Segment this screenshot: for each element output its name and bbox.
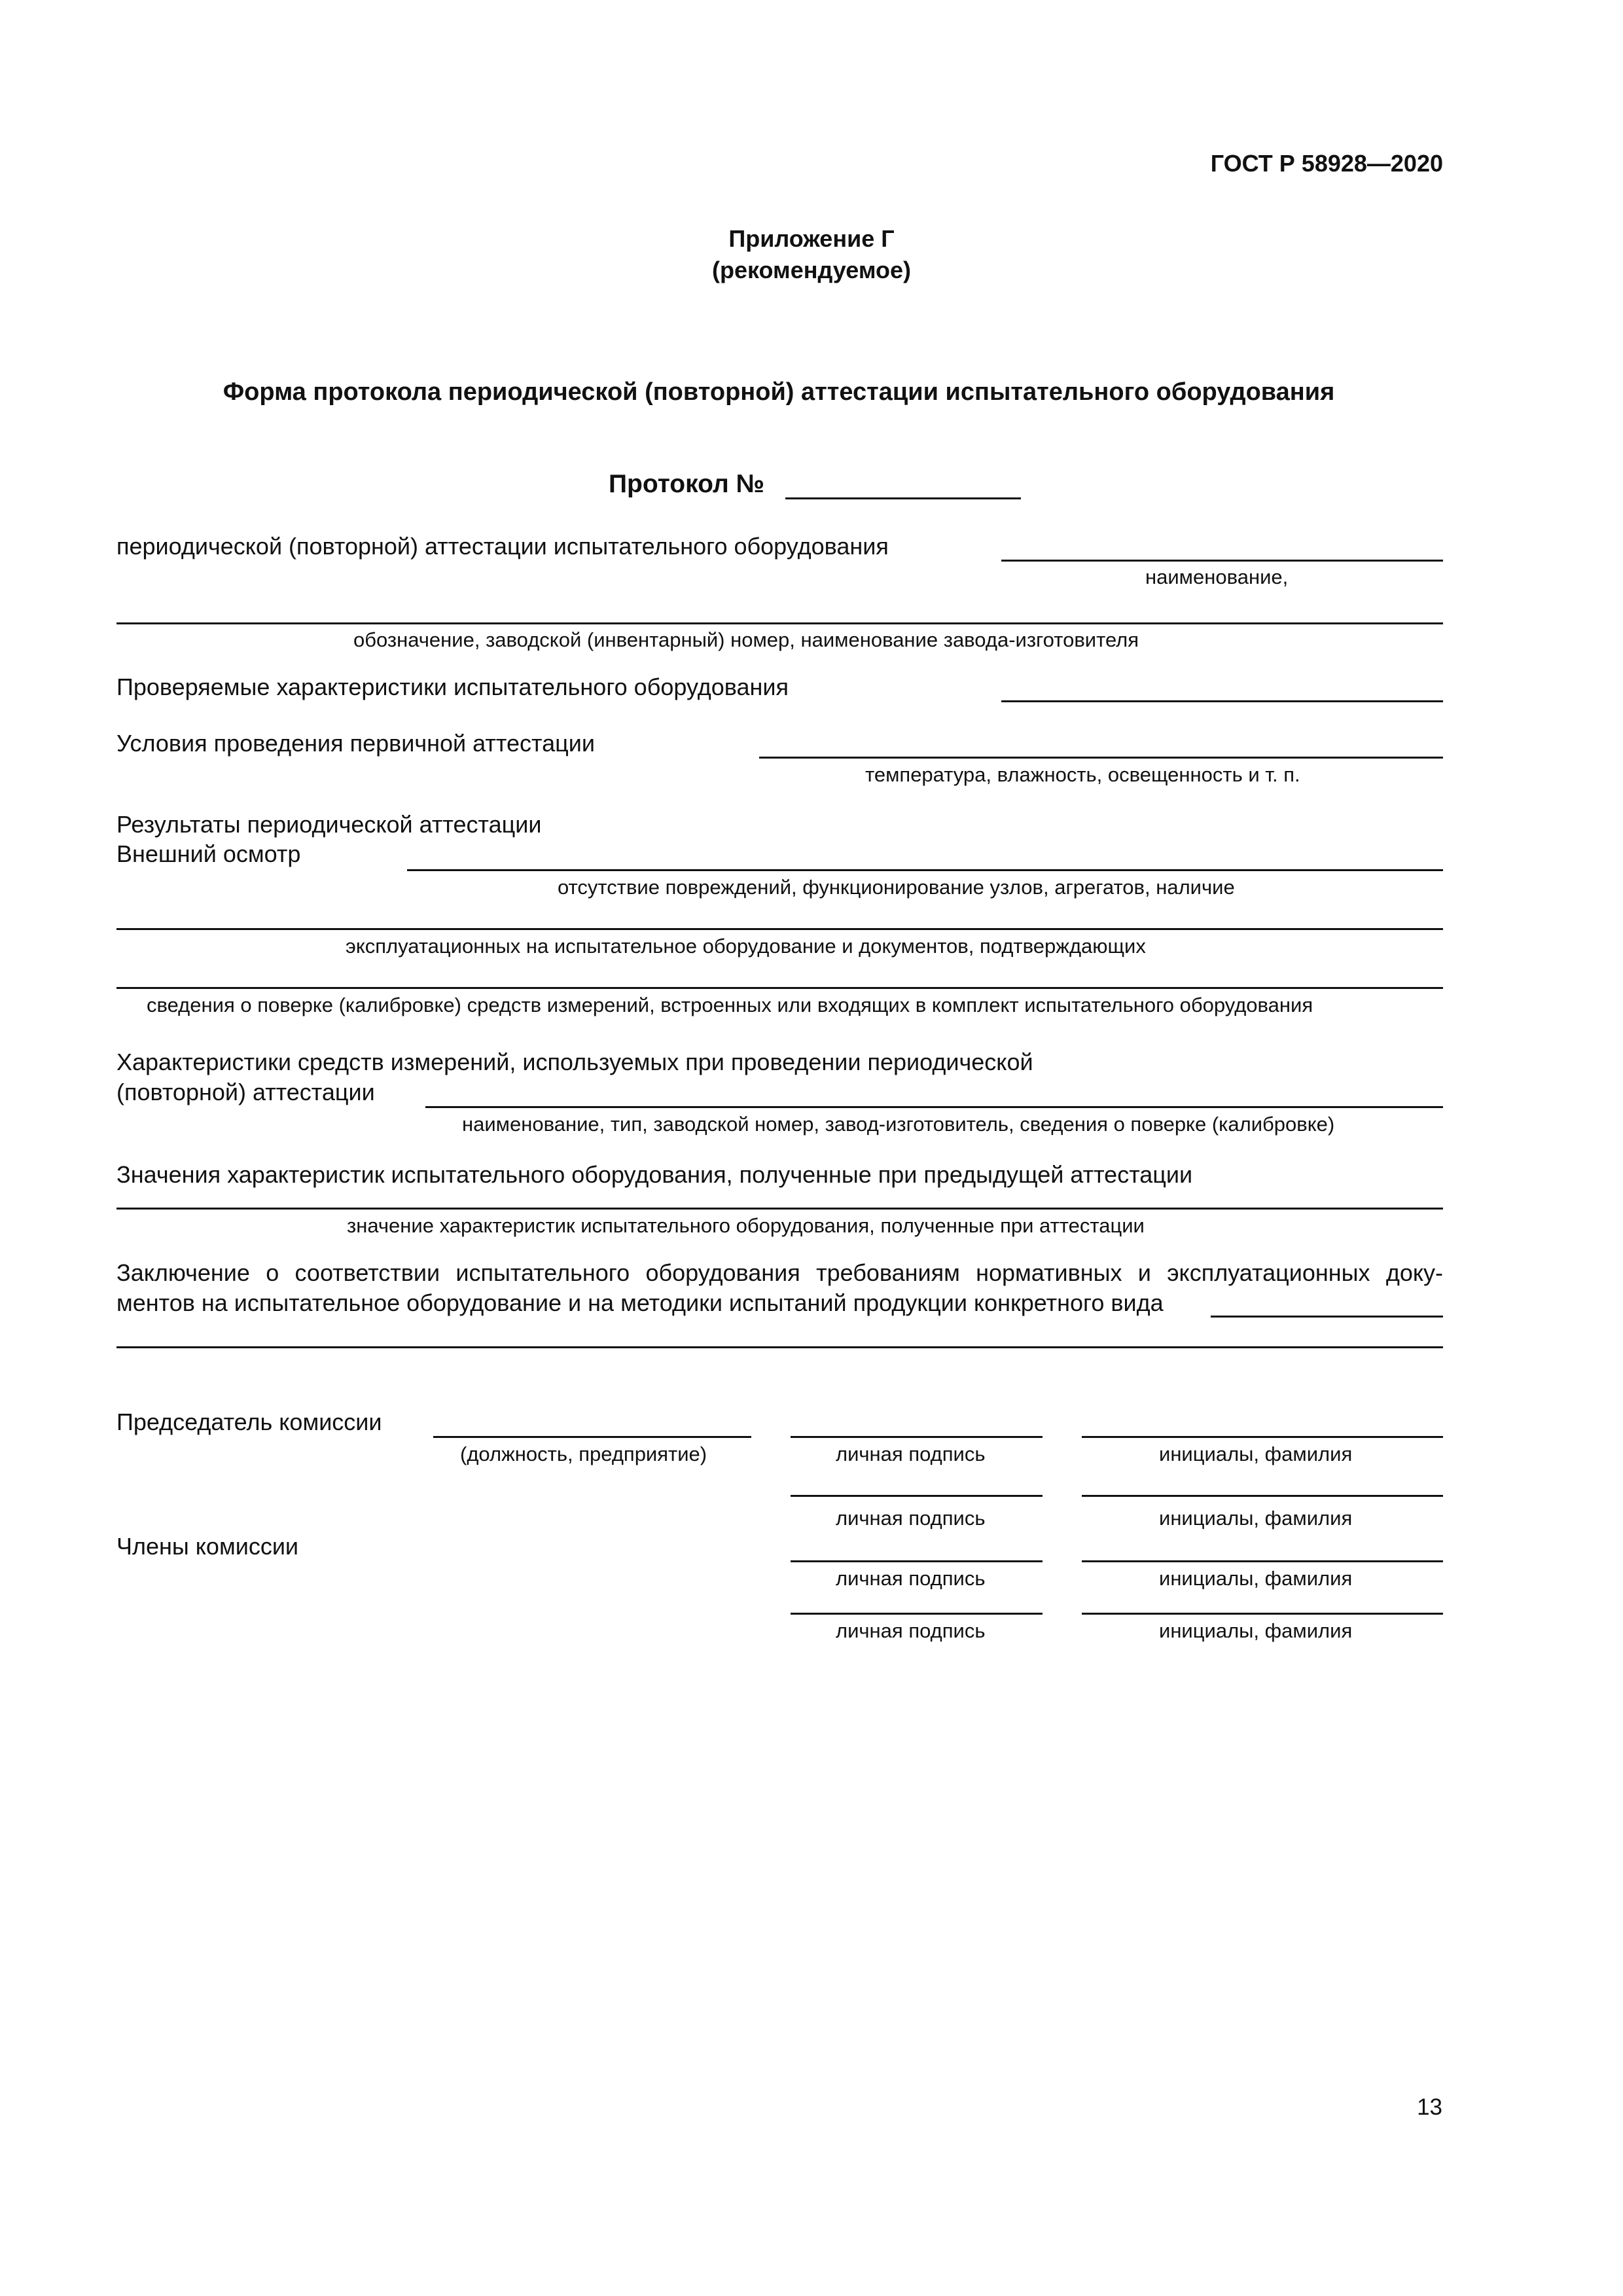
- designation-line: [116, 622, 1443, 624]
- inspection-caption-2: эксплуатационных на испытательное оборудование и документов, подтверждающих: [346, 935, 1146, 958]
- protocol-label: Протокол №: [609, 470, 765, 498]
- position-caption: (должность, предприятие): [460, 1443, 707, 1465]
- inspection-line-1: [407, 869, 1443, 871]
- conclusion-line-2: ментов на испытательное оборудование и на методики испытаний продукции конкретного вида: [116, 1289, 1164, 1316]
- member-3-initials-caption: инициалы, фамилия: [1159, 1619, 1353, 1642]
- inspection-label: Внешний осмотр: [116, 840, 301, 867]
- conditions-line: [759, 757, 1443, 759]
- member-1-signature-caption: личная подпись: [836, 1507, 986, 1530]
- conclusion-line-1: Заключение о соответствии испытательного оборудования требованиям нормативных и эксплуатационных доку-: [116, 1259, 1443, 1286]
- inspection-caption-1: отсутствие повреждений, функционирование узлов, агрегатов, наличие: [558, 876, 1235, 899]
- checked-characteristics-line: [1001, 700, 1443, 702]
- instruments-caption: наименование, тип, заводской номер, завод-изготовитель, сведения о поверке (калибровке): [462, 1113, 1335, 1136]
- previous-values-label: Значения характеристик испытательного оборудования, полученные при предыдущей аттестации: [116, 1161, 1193, 1188]
- instruments-label-1: Характеристики средств измерений, используемых при проведении периодической: [116, 1049, 1033, 1075]
- instruments-line: [425, 1106, 1443, 1108]
- member-1-initials-caption: инициалы, фамилия: [1159, 1507, 1353, 1530]
- designation-caption: обозначение, заводской (инвентарный) номер, наименование завода-изготовителя: [353, 628, 1139, 651]
- previous-values-caption: значение характеристик испытательного оборудования, полученные при аттестации: [347, 1214, 1145, 1237]
- members-label: Члены комиссии: [116, 1533, 299, 1560]
- attestation-label: периодической (повторной) аттестации испытательного оборудования: [116, 533, 889, 560]
- previous-values-line: [116, 1208, 1443, 1210]
- standard-number: ГОСТ Р 58928—2020: [1210, 150, 1443, 177]
- instruments-label-2: (повторной) аттестации: [116, 1079, 375, 1105]
- member-1-initials-line: [1082, 1495, 1443, 1497]
- protocol-number-line: [785, 497, 1021, 499]
- member-3-signature-line: [791, 1613, 1043, 1615]
- appendix-subtitle: (рекомендуемое): [712, 257, 911, 283]
- conclusion-line-full: [116, 1346, 1443, 1348]
- member-3-initials-line: [1082, 1613, 1443, 1615]
- member-2-signature-caption: личная подпись: [836, 1567, 986, 1590]
- member-2-initials-caption: инициалы, фамилия: [1159, 1567, 1353, 1590]
- form-title: Форма протокола периодической (повторной) аттестации испытательного оборудования: [223, 378, 1335, 406]
- member-3-signature-caption: личная подпись: [836, 1619, 986, 1642]
- chairman-signature-line: [791, 1436, 1043, 1438]
- page-number: 13: [1417, 2094, 1442, 2120]
- name-caption: наименование,: [1145, 565, 1289, 588]
- conclusion-line-end: [1211, 1316, 1443, 1318]
- results-label: Результаты периодической аттестации: [116, 811, 542, 838]
- inspection-caption-3: сведения о поверке (калибровке) средств измерений, встроенных или входящих в комплект испытательного оборудования: [147, 994, 1313, 1016]
- member-2-initials-line: [1082, 1560, 1443, 1562]
- inspection-line-3: [116, 987, 1443, 989]
- checked-characteristics-label: Проверяемые характеристики испытательного оборудования: [116, 673, 789, 700]
- conditions-label: Условия проведения первичной аттестации: [116, 730, 595, 757]
- member-2-signature-line: [791, 1560, 1043, 1562]
- chairman-position-line: [433, 1436, 751, 1438]
- inspection-line-2: [116, 928, 1443, 930]
- appendix-title: Приложение Г: [728, 225, 895, 252]
- chairman-signature-caption: личная подпись: [836, 1443, 986, 1465]
- chairman-initials-line: [1082, 1436, 1443, 1438]
- name-line: [1001, 560, 1443, 562]
- chairman-initials-caption: инициалы, фамилия: [1159, 1443, 1353, 1465]
- chairman-label: Председатель комиссии: [116, 1408, 382, 1435]
- conditions-caption: температура, влажность, освещенность и т. п.: [865, 763, 1300, 786]
- member-1-signature-line: [791, 1495, 1043, 1497]
